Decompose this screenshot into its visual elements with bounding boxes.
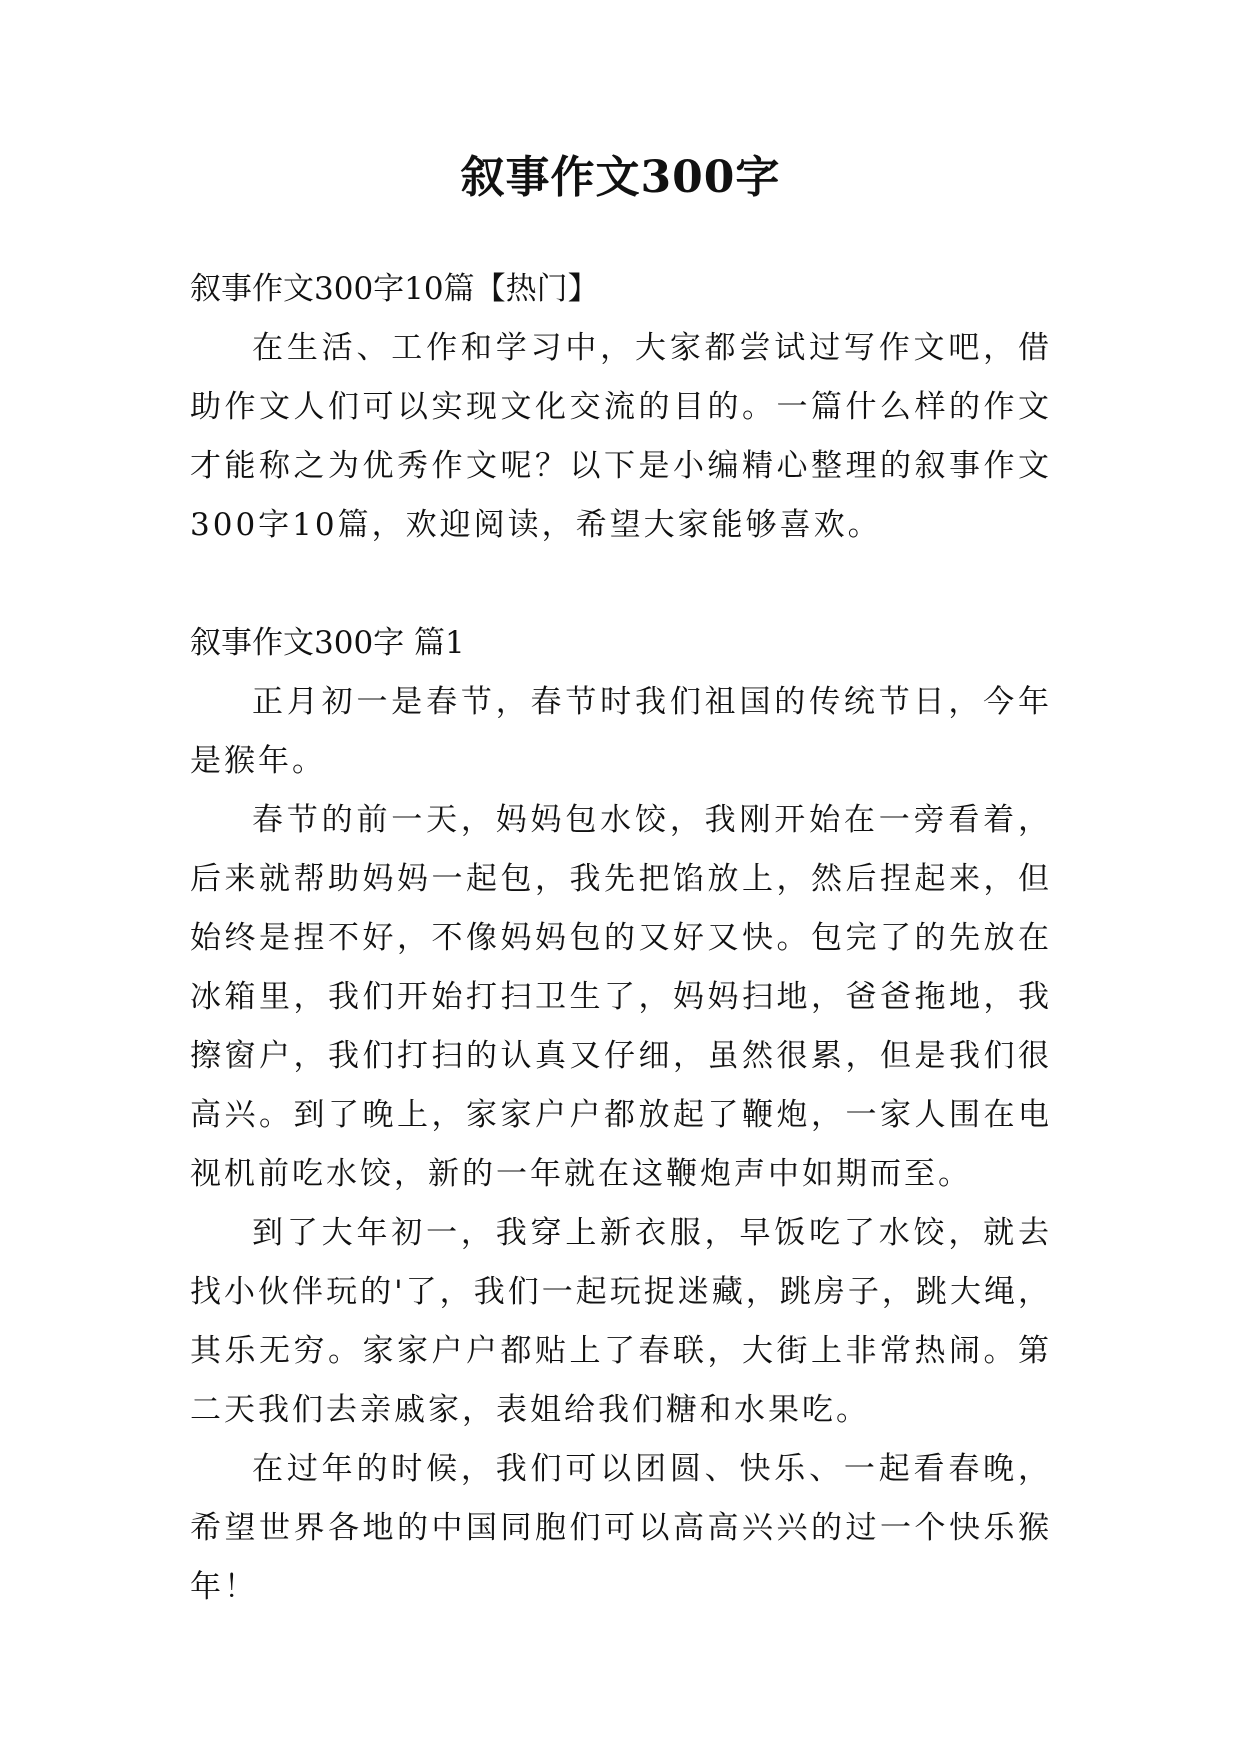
intro-paragraph: 在生活、工作和学习中，大家都尝试过写作文吧，借助作文人们可以实现文化交流的目的。一篇什么样的作文才能称之为优秀作文呢？以下是小编精心整理的叙事作文300字10篇，欢迎阅读，希望大家能够喜欢。 [190, 330, 1052, 543]
section-spacer [190, 555, 1052, 614]
body-paragraph-1: 正月初一是春节，春节时我们祖国的传统节日，今年是猴年。 [190, 684, 1052, 779]
document-title: 叙事作文300字 [460, 152, 781, 203]
document-body [190, 260, 1052, 1617]
section-heading: 叙事作文300字 篇1 [190, 625, 465, 661]
body-paragraph-3: 到了大年初一，我穿上新衣服，早饭吃了水饺，就去找小伙伴玩的'了，我们一起玩捉迷藏，跳房子，跳大绳，其乐无穷。家家户户都贴上了春联，大街上非常热闹。第二天我们去亲戚家，表姐给我们糖和水果吃。 [190, 1215, 1052, 1428]
body-paragraph-4: 在过年的时候，我们可以团圆、快乐、一起看春晚，希望世界各地的中国同胞们可以高高兴兴的过一个快乐猴年！ [190, 1451, 1052, 1605]
intro-heading: 叙事作文300字10篇【热门】 [190, 271, 599, 307]
body-paragraph-2: 春节的前一天，妈妈包水饺，我刚开始在一旁看着，后来就帮助妈妈一起包，我先把馅放上，然后捏起来，但始终是捏不好，不像妈妈包的又好又快。包完了的先放在冰箱里，我们开始打扫卫生了，妈妈扫地，爸爸拖地，我擦窗户，我们打扫的认真又仔细，虽然很累，但是我们很高兴。到了晚上，家家户户都放起了鞭炮，一家人围在电视机前吃水饺，新的一年就在这鞭炮声中如期而至。 [190, 802, 1052, 1192]
